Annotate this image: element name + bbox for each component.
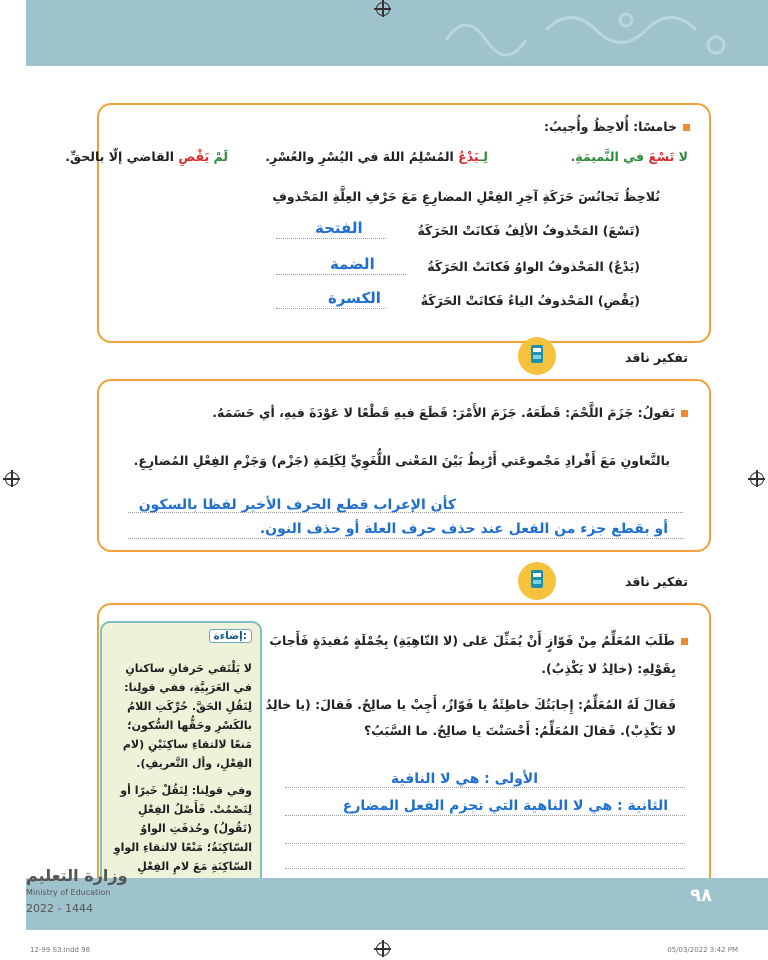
example-2: لِـيَدْعُ المُسْلِمُ اللهَ في اليُسْرِ والعُسْرِ. — [265, 149, 488, 164]
think2-line4: لا تَكْذِبْ). فَقالَ المُعَلِّمُ: أَحْسَنْتَ يا صالِحُ. ما السَّبَبُ؟ — [363, 723, 676, 738]
tip-sidebar — [100, 621, 262, 907]
think1-title: تفكير ناقد — [625, 350, 688, 365]
think2-line3: فَقالَ لَهُ المُعَلِّمُ: إِجابَتُكَ خاطِئَةٌ يا فَوّازُ، أَجِبْ يا صالِحُ. فَقالَ: (يا خالِدُ — [265, 697, 676, 712]
section5-note: نُلاحِظُ تَجانُسَ حَرَكَةِ آخِرِ الفِعْلِ المضارِعِ مَعَ حَرْفِ العِلَّةِ المَحْذوفِ — [272, 189, 660, 204]
tip-label: إضاءة: — [209, 629, 252, 643]
tip-body — [108, 659, 252, 895]
print-slug-right: 05/03/2022 3:42 PM — [667, 946, 738, 954]
think1-line1: نَقولُ: جَزَمَ اللَّحْمَ: قَطَعَهُ. جَزَمَ الأَمْرَ: قَطَعَ فيهِ قَطْعًا لا عَوْدَةَ فيهِ، أي حَسَمَهُ. — [212, 404, 688, 422]
answer-line — [276, 238, 386, 239]
think2-answer2: الثانية : هي لا الناهية التي تجزم الفعل المضارع — [342, 798, 668, 814]
answer-kasra: الكسرة — [328, 289, 381, 307]
think2-line1: طَلَبَ المُعَلِّمُ مِنْ فَوّازٍ أَنْ يُمَثِّلَ عَلى (لا النّاهِيَةِ) بِجُمْلَةٍ مُفيدَةٍ فَأَجابَ — [269, 632, 688, 650]
answer-line — [276, 274, 406, 275]
section5-line-1: (تَسْعَ) المَحْذوفُ الألِفُ فَكانَتْ الحَرَكَةُ — [417, 223, 640, 238]
answer-line — [276, 308, 386, 309]
bullet-icon — [681, 638, 688, 645]
edition-year: 2022 - 1444 — [26, 902, 93, 915]
think1-answer1: كأن الإعراب قطع الحرف الأخير لفظا بالسكون — [138, 497, 456, 513]
section5-heading: خامسًا: أُلاحِظُ وأُجيبُ: — [544, 118, 690, 136]
answer-line — [285, 843, 685, 844]
ministry-logo: وزارة التعليم — [26, 866, 128, 885]
top-banner — [26, 0, 768, 66]
answer-line — [128, 538, 683, 539]
registration-mark-icon — [5, 472, 19, 486]
bullet-icon — [683, 124, 690, 131]
answer-line — [285, 815, 685, 816]
print-slug-left: 12-99 S3.indd 98 — [30, 946, 91, 954]
think1-line2: بالتَّعاونِ مَعَ أَفْرادِ مَجْموعَتي أَرْبِطُ بَيْنَ المَعْنى اللُّغَوِيِّ لِكَلِمَةِ (جَزْم) وَجَزْمِ الفِعْلِ المُضارِعِ. — [133, 453, 670, 468]
think2-line2: بِقَوْلِهِ: (خالِدُ لا يَكْذِبُ). — [541, 661, 676, 676]
think2-title: تفكير ناقد — [625, 574, 688, 589]
answer-line — [285, 868, 685, 869]
footer-band — [26, 878, 768, 930]
answer-fatha: الفتحة — [315, 219, 363, 237]
tip-text-2: وفي قولِنا: لِتَقُلْ خَيرًا أو لِتَصْمُتْ. فَأَصْلُ الفِعْلِ (تَقُولُ) وحُذفَتِ الواوُ السّاكِنَةُ؛ مَنْعًا لالتقاءِ الواوِ السّاكِنَةِ مَعَ لامِ الفِعْلِ — [113, 784, 252, 873]
think1-answer2: أو بقطع جزء من الفعل عند حذف حرف العلة أو حذف النون. — [259, 521, 668, 537]
example-1: لا تَسْعَ في النَّميمَةِ. — [570, 149, 688, 164]
registration-mark-icon — [376, 2, 390, 16]
answer-damma: الضمة — [330, 255, 375, 273]
lightbulb-puzzle-icon — [518, 562, 556, 600]
ministry-logo-en: Ministry of Education — [26, 888, 111, 897]
tip-text-1: لا يَلْتَقي حَرفانِ ساكنانِ في العَرَبِيَّةِ، ففي قولِنا: لِتَقُلِ الحَقَّ. حُرِّكَتِ اللامُ بالكَسْرِ وحَقُّها السُّكون؛ مَنعًا لالتقاءِ ساكِنَيْنِ (لام الفِعْلِ، وأل التَّعريفِ). — [122, 662, 252, 770]
bullet-icon — [681, 410, 688, 417]
think2-answer1: الأولى : هي لا النافية — [390, 771, 538, 787]
section5-line-2: (يَدْعُ) المَحْذوفُ الواوُ فَكانَتْ الحَرَكَةُ — [427, 259, 640, 274]
registration-mark-icon — [376, 942, 390, 956]
page-number: ٩٨ — [690, 885, 712, 906]
lightbulb-puzzle-icon — [518, 337, 556, 375]
registration-mark-icon — [750, 472, 764, 486]
banner-pattern-icon — [26, 0, 768, 66]
section5-line-3: (يَقْضِ) المَحْذوفُ الياءُ فَكانَتْ الحَرَكَةُ — [420, 293, 640, 308]
example-3: لَمْ يَقْضِ القاضي إلّا بالحقِّ. — [65, 149, 228, 164]
